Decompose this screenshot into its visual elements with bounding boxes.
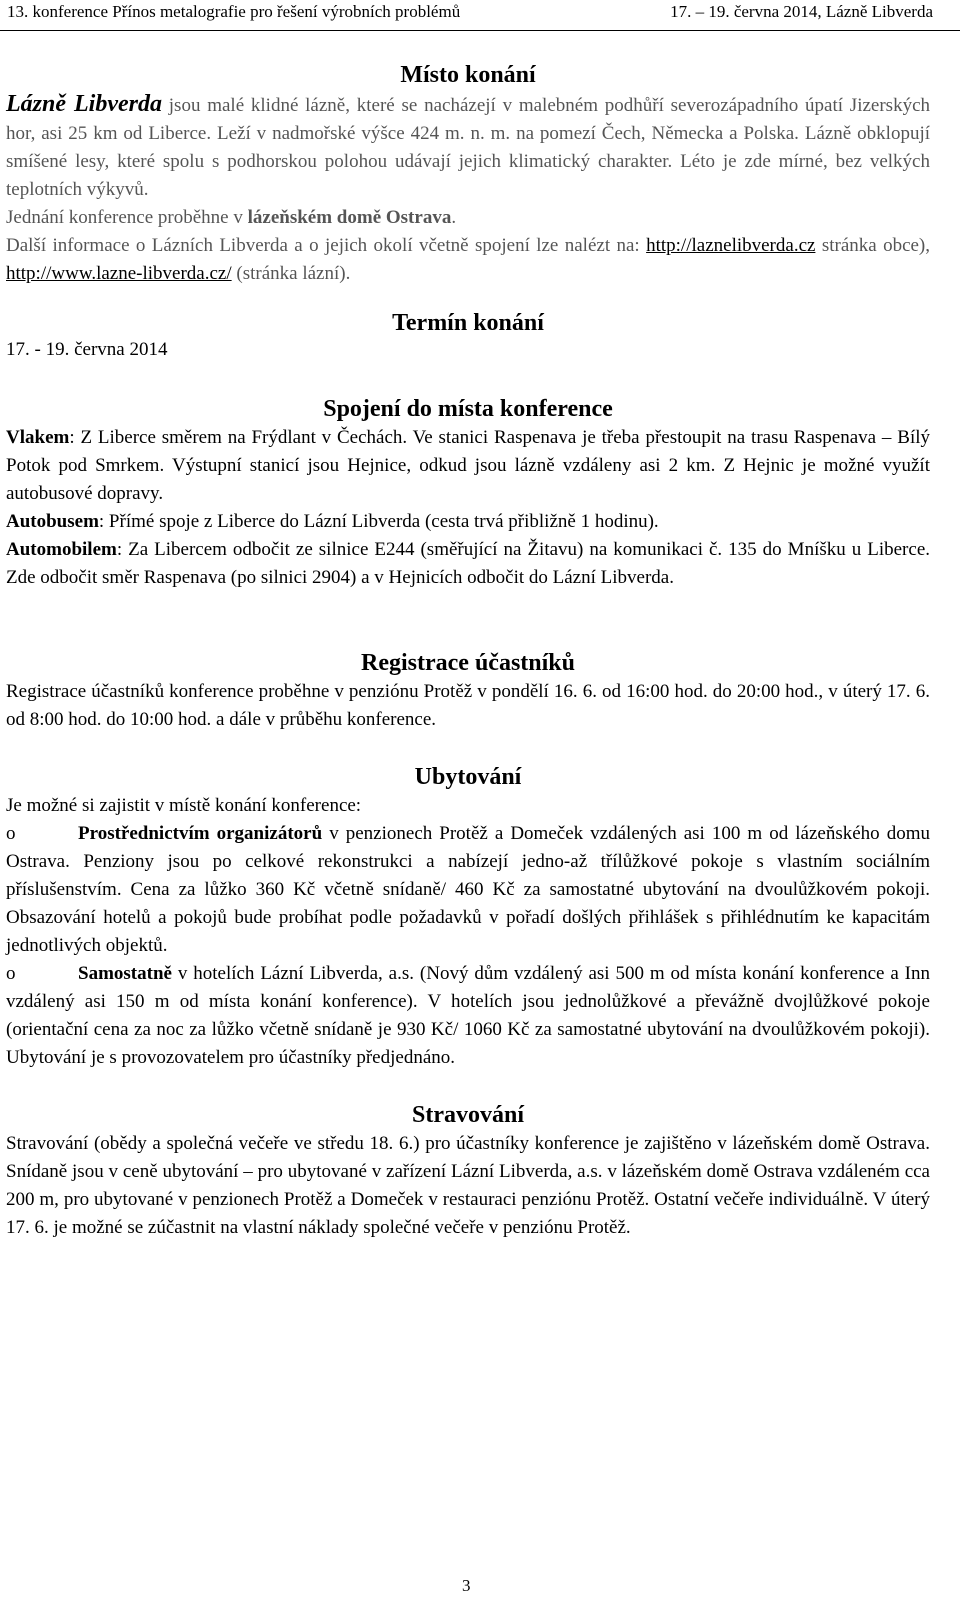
dates-text: 17. - 19. června 2014 (6, 339, 168, 360)
link-village[interactable]: http://laznelibverda.cz (646, 235, 816, 256)
self-text: v hotelích Lázní Libverda, a.s. (Nový dům vzdálený asi 500 m od místa konání konference a Inn vzdálený asi 150 m od místa konání konference). V hotelích jsou jednolůžkové a převážně dvojlůžkové pokoje (orientační cena za noc za lůžko včetně snídaně je 930 Kč/ 1060 Kč za samostatné ubytování na dvoulůžkovém pokoji). Ubytování je s provozovatelem pro účastníky předjednáno. (6, 963, 930, 1068)
organizers-label: Prostřednictvím organizátorů (78, 823, 323, 844)
meals-heading: Stravování (411, 1102, 524, 1128)
registration-heading: Registrace účastníků (361, 650, 575, 676)
header-date-place: 17. – 19. června 2014, Lázně Libverda (670, 2, 933, 21)
header-conference-title: 13. konference Přínos metalografie pro řešení výrobních problémů (7, 2, 461, 21)
accommodation-intro: Je možné si zajistit v místě konání konference: (6, 795, 362, 816)
accommodation-item-organizers (6, 820, 930, 960)
connection-heading: Spojení do místa konference (323, 396, 613, 422)
meals-section (6, 1100, 930, 1242)
registration-text: Registrace účastníků konference proběhne v penziónu Protěž v pondělí 16. 6. od 16:00 hod. do 20:00 hod., v úterý 17. 6. od 8:00 hod. do 10:00 hod. a dále v průběhu konference. (6, 681, 930, 730)
car-text: : Za Libercem odbočit ze silnice E244 (směřující na Žitavu) na komunikaci č. 135 do Mníšku u Liberce. Zde odbočit směr Raspenava (po silnici 2904) a v Hejnicích odbočit do Lázní Libverda. (6, 539, 930, 588)
car-label: Automobilem (6, 539, 117, 560)
car-paragraph (6, 536, 930, 592)
train-label: Vlakem (6, 427, 70, 448)
venue-paragraph (6, 90, 930, 204)
bullet: o (6, 963, 16, 984)
self-label: Samostatně (78, 963, 172, 984)
page-header (0, 0, 960, 31)
venue-lead: Lázně Libverda (6, 91, 162, 117)
connection-section (6, 394, 930, 592)
registration-section (6, 648, 930, 734)
link-spa[interactable]: http://www.lazne-libverda.cz/ (6, 263, 232, 284)
train-paragraph (6, 424, 930, 508)
page-number: 3 (462, 1576, 471, 1595)
accommodation-section (6, 762, 930, 1072)
info-mid: stránka obce), (815, 235, 931, 256)
venue-heading: Místo konání (400, 62, 536, 88)
accommodation-heading: Ubytování (414, 764, 522, 790)
bus-paragraph (6, 508, 930, 536)
meeting-pre: Jednání konference proběhne v (6, 207, 248, 228)
bus-text: : Přímé spoje z Liberce do Lázní Libverda (cesta trvá přibližně 1 hodinu). (98, 511, 659, 532)
dates-heading: Termín konání (392, 310, 544, 336)
bus-label: Autobusem (6, 511, 99, 532)
venue-description: jsou malé klidné lázně, které se nacházejí v malebném podhůří severozápadního úpatí Jizerských hor, asi 25 km od Liberce. Leží v nadmořské výšce 424 m. n. m. na pomezí Čech, Německa a Polska. Lázně obklopují smíšené lesy, které spolu s podhorskou polohou udávají jejich klimatický charakter. Léto je zde mírné, bez velkých teplotních výkyvů. (6, 95, 930, 200)
meeting-post: . (451, 207, 457, 228)
info-post: (stránka lázní). (231, 263, 351, 284)
venue-section (6, 60, 930, 288)
meals-text: Stravování (obědy a společná večeře ve středu 18. 6.) pro účastníky konference je zajištěno v lázeňském domě Ostrava. Snídaně jsou v ceně ubytování – pro ubytované v zařízení Lázní Libverda, a.s. v lázeňském domě Ostrava vzdáleném cca 200 m, pro ubytované v penzionech Protěž a Domeček v restauraci penziónu Protěž. Ostatní večeře individuálně. V úterý 17. 6. je možné se zúčastnit na vlastní náklady společné večeře v penziónu Protěž. (6, 1133, 930, 1238)
train-text: : Z Liberce směrem na Frýdlant v Čechách. Ve stanici Raspenava je třeba přestoupit na trasu Raspenava – Bílý Potok pod Smrkem. Výstupní stanicí jsou Hejnice, odkud jsou lázně vzdáleny asi 2 km. Z Hejnic je možné využít autobusové dopravy. (6, 427, 930, 504)
info-pre: Další informace o Lázních Libverda a o jejich okolí včetně spojení lze nalézt na: (6, 235, 647, 256)
bullet: o (6, 823, 16, 844)
meeting-paragraph (6, 204, 930, 232)
meeting-place: lázeňském domě Ostrava (247, 207, 452, 228)
accommodation-item-self (6, 960, 930, 1072)
document-body (6, 60, 930, 1242)
organizers-text: v penzionech Protěž a Domeček vzdálených asi 100 m od lázeňského domu Ostrava. Penziony jsou po celkové rekonstrukci a nabízejí jedno-až třílůžkové pokoje s vlastním sociálním příslušenstvím. Cena za lůžko 360 Kč včetně snídaně/ 460 Kč za samostatné ubytování na dvoulůžkovém pokoji. Obsazování hotelů a pokojů bude probíhat podle požadavků v pořadí došlých přihlášek s přihlédnutím ke kapacitám jednotlivých objektů. (6, 823, 930, 956)
info-paragraph (6, 232, 930, 288)
dates-section (6, 308, 930, 364)
